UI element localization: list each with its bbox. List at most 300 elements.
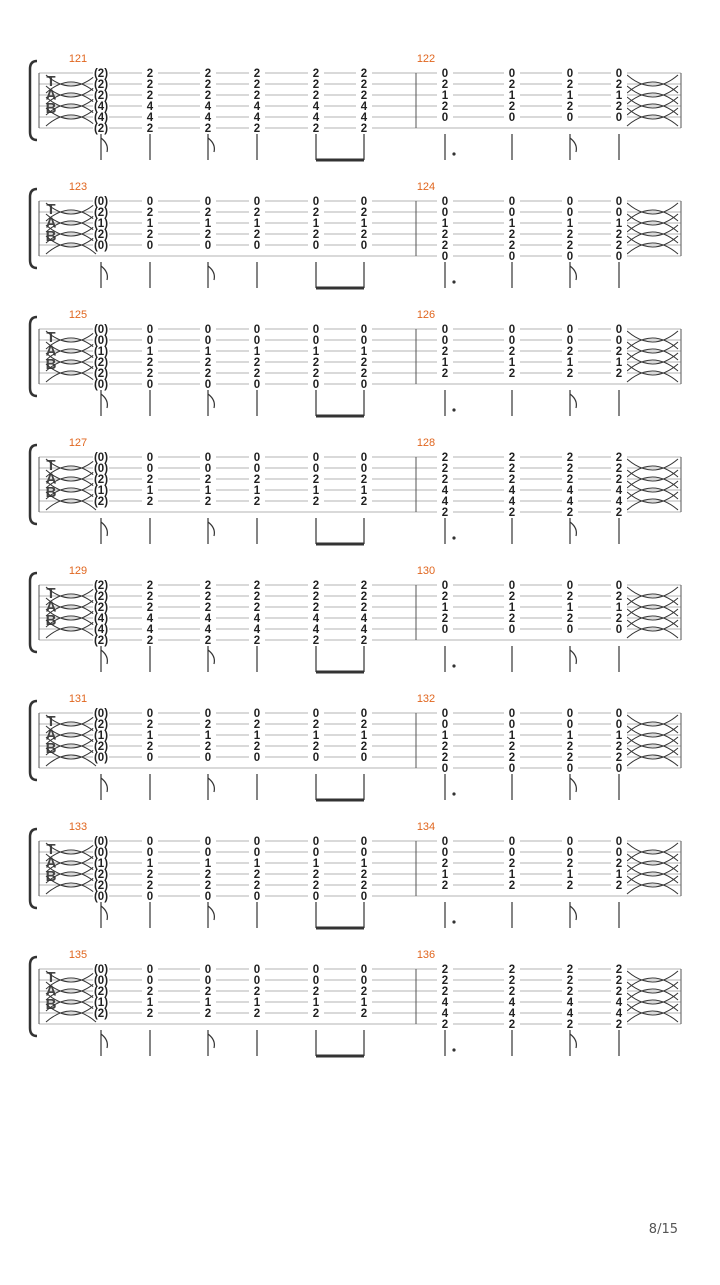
tab-system <box>30 565 681 672</box>
fret-number: 1 <box>441 602 449 614</box>
measure-number: 136 <box>416 949 436 961</box>
fret-number: 0 <box>566 112 574 124</box>
fret-number: 4 <box>204 613 212 625</box>
fret-number: (1) <box>93 485 109 497</box>
fret-number: 2 <box>615 474 623 486</box>
fret-number: 1 <box>204 997 212 1009</box>
fret-number: 2 <box>204 986 212 998</box>
fret-number: 2 <box>441 613 449 625</box>
measure-number: 124 <box>416 181 436 193</box>
note-flag <box>101 906 107 920</box>
fret-number: 0 <box>204 379 212 391</box>
tab-clef-letter: T <box>46 201 56 218</box>
fret-number: 2 <box>146 207 154 219</box>
fret-number: 2 <box>253 357 261 369</box>
fret-number: 0 <box>615 112 623 124</box>
fret-number: 2 <box>360 591 368 603</box>
fret-number: 0 <box>312 463 320 475</box>
fret-number: 2 <box>615 101 623 113</box>
fret-number: (0) <box>93 324 109 336</box>
fret-number: 2 <box>360 602 368 614</box>
fret-number: 2 <box>615 229 623 241</box>
fret-number: (2) <box>93 357 109 369</box>
fret-number: 2 <box>615 591 623 603</box>
fret-number: 2 <box>615 346 623 358</box>
tab-clef-letter: T <box>46 457 56 474</box>
fret-number: 2 <box>312 986 320 998</box>
fret-number: (2) <box>93 496 109 508</box>
fret-number: 2 <box>204 474 212 486</box>
fret-number: 0 <box>441 196 449 208</box>
fret-number: 2 <box>146 357 154 369</box>
fret-number: 1 <box>312 218 320 230</box>
fret-number: 0 <box>566 836 574 848</box>
fret-number: 4 <box>566 496 574 508</box>
fret-number: 2 <box>615 880 623 892</box>
fret-number: 2 <box>253 869 261 881</box>
fret-number: (2) <box>93 1008 109 1020</box>
fret-number: 0 <box>441 335 449 347</box>
fret-number: 0 <box>360 752 368 764</box>
fret-number: (0) <box>93 847 109 859</box>
fret-number: 4 <box>615 997 623 1009</box>
fret-number: 2 <box>253 1008 261 1020</box>
fret-number: 2 <box>360 869 368 881</box>
tab-clef-letter: A <box>45 854 57 872</box>
fret-number: 2 <box>146 79 154 91</box>
fret-number: 0 <box>566 708 574 720</box>
fret-number: 1 <box>615 869 623 881</box>
fret-number: 2 <box>146 602 154 614</box>
fret-number: 2 <box>441 463 449 475</box>
fret-number: 2 <box>441 1019 449 1031</box>
measure-number: 122 <box>416 53 436 65</box>
fret-number: 0 <box>508 763 516 775</box>
fret-number: 4 <box>441 496 449 508</box>
fret-number: 2 <box>441 229 449 241</box>
fret-number: 4 <box>566 997 574 1009</box>
measure-number: 121 <box>68 53 88 65</box>
fret-number: 2 <box>566 752 574 764</box>
fret-number: 0 <box>312 196 320 208</box>
fret-number: 2 <box>360 368 368 380</box>
fret-number: (0) <box>93 335 109 347</box>
fret-number: 2 <box>312 68 320 80</box>
fret-number: 2 <box>204 368 212 380</box>
measure-number: 129 <box>68 565 88 577</box>
fret-number: 1 <box>312 730 320 742</box>
fret-number: 2 <box>566 463 574 475</box>
fret-number: 2 <box>360 986 368 998</box>
fret-number: 2 <box>566 346 574 358</box>
fret-number: 2 <box>566 507 574 519</box>
fret-number: 1 <box>360 218 368 230</box>
note-flag <box>101 778 107 792</box>
fret-number: 2 <box>615 507 623 519</box>
tab-system <box>30 53 681 160</box>
measure-number: 133 <box>68 821 88 833</box>
fret-number: 2 <box>312 580 320 592</box>
fret-number: 2 <box>204 1008 212 1020</box>
fret-number: 2 <box>441 752 449 764</box>
fret-number: 2 <box>566 591 574 603</box>
fret-number: 2 <box>566 613 574 625</box>
fret-number: 0 <box>146 836 154 848</box>
fret-number: 0 <box>312 452 320 464</box>
fret-number: 2 <box>508 964 516 976</box>
fret-number: 1 <box>360 346 368 358</box>
augmentation-dot <box>452 536 455 539</box>
fret-number: 2 <box>360 496 368 508</box>
fret-number: 0 <box>441 708 449 720</box>
fret-number: 2 <box>146 1008 154 1020</box>
fret-number: (0) <box>93 752 109 764</box>
fret-number: 0 <box>253 240 261 252</box>
fret-number: (2) <box>93 90 109 102</box>
fret-number: 0 <box>360 335 368 347</box>
fret-number: 2 <box>508 975 516 987</box>
fret-number: 1 <box>441 218 449 230</box>
fret-number: 2 <box>615 741 623 753</box>
measure-number: 135 <box>68 949 88 961</box>
note-flag <box>101 394 107 408</box>
fret-number: 0 <box>508 68 516 80</box>
tab-clef-letter: A <box>45 470 57 488</box>
fret-number: (4) <box>93 624 109 636</box>
fret-number: 0 <box>204 964 212 976</box>
fret-number: 2 <box>312 474 320 486</box>
measure-number: 125 <box>68 309 88 321</box>
fret-number: 2 <box>508 474 516 486</box>
fret-number: 2 <box>360 880 368 892</box>
fret-number: 2 <box>566 741 574 753</box>
fret-number: 4 <box>360 613 368 625</box>
fret-number: 1 <box>508 357 516 369</box>
fret-number: 2 <box>566 79 574 91</box>
fret-number: 2 <box>146 986 154 998</box>
measure-number: 134 <box>416 821 436 833</box>
fret-number: 0 <box>253 335 261 347</box>
fret-number: 2 <box>253 90 261 102</box>
augmentation-dot <box>452 408 455 411</box>
fret-number: (2) <box>93 602 109 614</box>
fret-number: 0 <box>566 624 574 636</box>
fret-number: 0 <box>360 379 368 391</box>
fret-number: (1) <box>93 218 109 230</box>
fret-number: 2 <box>508 346 516 358</box>
fret-number: 2 <box>360 635 368 647</box>
fret-number: 2 <box>204 635 212 647</box>
fret-number: 4 <box>253 112 261 124</box>
fret-number: 0 <box>312 240 320 252</box>
fret-number: 0 <box>441 624 449 636</box>
augmentation-dot <box>452 664 455 667</box>
fret-number: 2 <box>508 463 516 475</box>
fret-number: 0 <box>253 452 261 464</box>
fret-number: (2) <box>93 635 109 647</box>
fret-number: 2 <box>312 79 320 91</box>
fret-number: 1 <box>253 997 261 1009</box>
fret-number: 0 <box>508 719 516 731</box>
fret-number: 0 <box>566 719 574 731</box>
fret-number: 0 <box>253 975 261 987</box>
fret-number: 2 <box>360 1008 368 1020</box>
tab-system <box>30 181 681 288</box>
tab-clef-letter: B <box>45 740 57 757</box>
fret-number: 1 <box>615 602 623 614</box>
fret-number: 2 <box>312 741 320 753</box>
fret-number: 4 <box>441 1008 449 1020</box>
fret-number: 1 <box>566 90 574 102</box>
fret-number: 2 <box>253 229 261 241</box>
fret-number: 2 <box>441 346 449 358</box>
fret-number: 1 <box>312 346 320 358</box>
tab-clef-letter: A <box>45 726 57 744</box>
fret-number: 1 <box>615 357 623 369</box>
fret-number: 0 <box>312 324 320 336</box>
fret-number: 2 <box>204 207 212 219</box>
system-bracket <box>30 701 37 780</box>
note-flag <box>208 266 214 280</box>
tab-clef-letter: T <box>46 73 56 90</box>
fret-number: 1 <box>508 730 516 742</box>
fret-number: 1 <box>253 730 261 742</box>
fret-number: 0 <box>146 708 154 720</box>
fret-number: 0 <box>508 847 516 859</box>
system-bracket <box>30 61 37 140</box>
note-flag <box>570 394 576 408</box>
fret-number: 2 <box>566 1019 574 1031</box>
tab-clef-letter: A <box>45 982 57 1000</box>
fret-number: 2 <box>566 880 574 892</box>
fret-number: 0 <box>360 452 368 464</box>
fret-number: 4 <box>204 101 212 113</box>
note-flag <box>101 138 107 152</box>
fret-number: 4 <box>204 624 212 636</box>
fret-number: 2 <box>146 90 154 102</box>
fret-number: (2) <box>93 986 109 998</box>
fret-number: 2 <box>312 357 320 369</box>
fret-number: 2 <box>146 635 154 647</box>
fret-number: 2 <box>360 229 368 241</box>
fret-number: 2 <box>615 858 623 870</box>
fret-number: 2 <box>615 613 623 625</box>
augmentation-dot <box>452 792 455 795</box>
fret-number: 0 <box>204 847 212 859</box>
system-bracket <box>30 317 37 396</box>
fret-number: 0 <box>312 975 320 987</box>
fret-number: (0) <box>93 708 109 720</box>
fret-number: 2 <box>312 635 320 647</box>
fret-number: 1 <box>441 90 449 102</box>
fret-number: 4 <box>253 613 261 625</box>
fret-number: 2 <box>253 123 261 135</box>
fret-number: 2 <box>441 880 449 892</box>
fret-number: 2 <box>253 986 261 998</box>
fret-number: 0 <box>204 975 212 987</box>
fret-number: 2 <box>441 507 449 519</box>
fret-number: 1 <box>360 997 368 1009</box>
fret-number: 1 <box>441 869 449 881</box>
fret-number: 0 <box>441 251 449 263</box>
fret-number: 4 <box>312 101 320 113</box>
fret-number: 0 <box>441 324 449 336</box>
fret-number: 0 <box>146 240 154 252</box>
fret-number: 1 <box>204 346 212 358</box>
fret-number: 2 <box>441 591 449 603</box>
fret-number: 0 <box>204 452 212 464</box>
fret-number: 0 <box>566 68 574 80</box>
fret-number: 2 <box>360 123 368 135</box>
fret-number: 2 <box>508 240 516 252</box>
fret-number: 1 <box>360 730 368 742</box>
fret-number: 2 <box>253 68 261 80</box>
fret-number: 0 <box>253 836 261 848</box>
fret-number: 1 <box>566 730 574 742</box>
fret-number: 2 <box>204 602 212 614</box>
note-flag <box>208 522 214 536</box>
fret-number: 0 <box>508 624 516 636</box>
fret-number: 0 <box>615 207 623 219</box>
fret-number: 0 <box>441 847 449 859</box>
tab-system <box>30 309 681 416</box>
fret-number: 2 <box>508 880 516 892</box>
fret-number: (0) <box>93 240 109 252</box>
fret-number: 2 <box>508 858 516 870</box>
fret-number: 0 <box>360 463 368 475</box>
fret-number: (2) <box>93 591 109 603</box>
fret-number: 0 <box>508 580 516 592</box>
fret-number: 2 <box>615 368 623 380</box>
tab-clef-letter: T <box>46 841 56 858</box>
fret-number: 0 <box>146 463 154 475</box>
fret-number: (2) <box>93 368 109 380</box>
fret-number: 2 <box>441 858 449 870</box>
fret-number: 0 <box>253 463 261 475</box>
fret-number: (2) <box>93 79 109 91</box>
fret-number: 2 <box>566 101 574 113</box>
fret-number: 4 <box>312 112 320 124</box>
fret-number: 0 <box>312 708 320 720</box>
fret-number: 2 <box>204 79 212 91</box>
fret-number: 2 <box>441 240 449 252</box>
fret-number: 0 <box>312 752 320 764</box>
fret-number: 1 <box>312 858 320 870</box>
fret-number: 0 <box>253 964 261 976</box>
fret-number: 2 <box>146 741 154 753</box>
fret-number: 2 <box>253 741 261 753</box>
fret-number: 0 <box>441 112 449 124</box>
note-flag <box>208 1034 214 1048</box>
fret-number: 1 <box>204 485 212 497</box>
fret-number: 1 <box>146 997 154 1009</box>
fret-number: 0 <box>566 251 574 263</box>
note-flag <box>570 138 576 152</box>
note-flag <box>570 1034 576 1048</box>
fret-number: 0 <box>312 836 320 848</box>
fret-number: 2 <box>312 1008 320 1020</box>
fret-number: 2 <box>566 975 574 987</box>
tab-system <box>30 821 681 928</box>
system-bracket <box>30 445 37 524</box>
fret-number: 2 <box>146 591 154 603</box>
measure-number: 130 <box>416 565 436 577</box>
fret-number: (2) <box>93 580 109 592</box>
fret-number: 4 <box>146 613 154 625</box>
fret-number: 1 <box>312 485 320 497</box>
note-flag <box>570 522 576 536</box>
tab-clef-letter: B <box>45 100 57 117</box>
fret-number: 2 <box>253 602 261 614</box>
page-number: 8/15 <box>648 1222 678 1237</box>
fret-number: 4 <box>615 1008 623 1020</box>
fret-number: 1 <box>360 485 368 497</box>
fret-number: 4 <box>441 485 449 497</box>
fret-number: (0) <box>93 891 109 903</box>
fret-number: 2 <box>204 580 212 592</box>
fret-number: 2 <box>204 123 212 135</box>
tab-clef-letter: A <box>45 598 57 616</box>
fret-number: 2 <box>146 474 154 486</box>
fret-number: 2 <box>146 496 154 508</box>
fret-number: 0 <box>615 624 623 636</box>
augmentation-dot <box>452 1048 455 1051</box>
fret-number: 4 <box>360 112 368 124</box>
fret-number: 0 <box>312 964 320 976</box>
fret-number: 2 <box>204 90 212 102</box>
fret-number: 0 <box>360 891 368 903</box>
fret-number: 2 <box>253 474 261 486</box>
fret-number: 1 <box>566 357 574 369</box>
fret-number: 0 <box>146 379 154 391</box>
fret-number: 2 <box>615 79 623 91</box>
fret-number: 2 <box>360 357 368 369</box>
fret-number: 1 <box>312 997 320 1009</box>
fret-number: 0 <box>566 847 574 859</box>
note-flag <box>208 394 214 408</box>
note-flag <box>570 906 576 920</box>
fret-number: (4) <box>93 101 109 113</box>
fret-number: 4 <box>566 485 574 497</box>
fret-number: 4 <box>508 496 516 508</box>
fret-number: 0 <box>204 463 212 475</box>
tab-clef-letter: T <box>46 585 56 602</box>
fret-number: (2) <box>93 207 109 219</box>
fret-number: 2 <box>146 368 154 380</box>
fret-number: 2 <box>204 591 212 603</box>
fret-number: 4 <box>360 624 368 636</box>
fret-number: 0 <box>146 847 154 859</box>
fret-number: 4 <box>508 1008 516 1020</box>
measure-number: 126 <box>416 309 436 321</box>
fret-number: 2 <box>566 986 574 998</box>
fret-number: 2 <box>360 79 368 91</box>
fret-number: (0) <box>93 379 109 391</box>
fret-number: 1 <box>146 346 154 358</box>
fret-number: 0 <box>360 240 368 252</box>
fret-number: 2 <box>312 229 320 241</box>
augmentation-dot <box>452 920 455 923</box>
fret-number: 2 <box>146 68 154 80</box>
fret-number: 2 <box>508 591 516 603</box>
fret-number: 2 <box>615 240 623 252</box>
fret-number: 0 <box>441 836 449 848</box>
measure-number: 128 <box>416 437 436 449</box>
fret-number: 4 <box>253 624 261 636</box>
fret-number: 1 <box>566 602 574 614</box>
fret-number: (1) <box>93 997 109 1009</box>
fret-number: 1 <box>204 218 212 230</box>
